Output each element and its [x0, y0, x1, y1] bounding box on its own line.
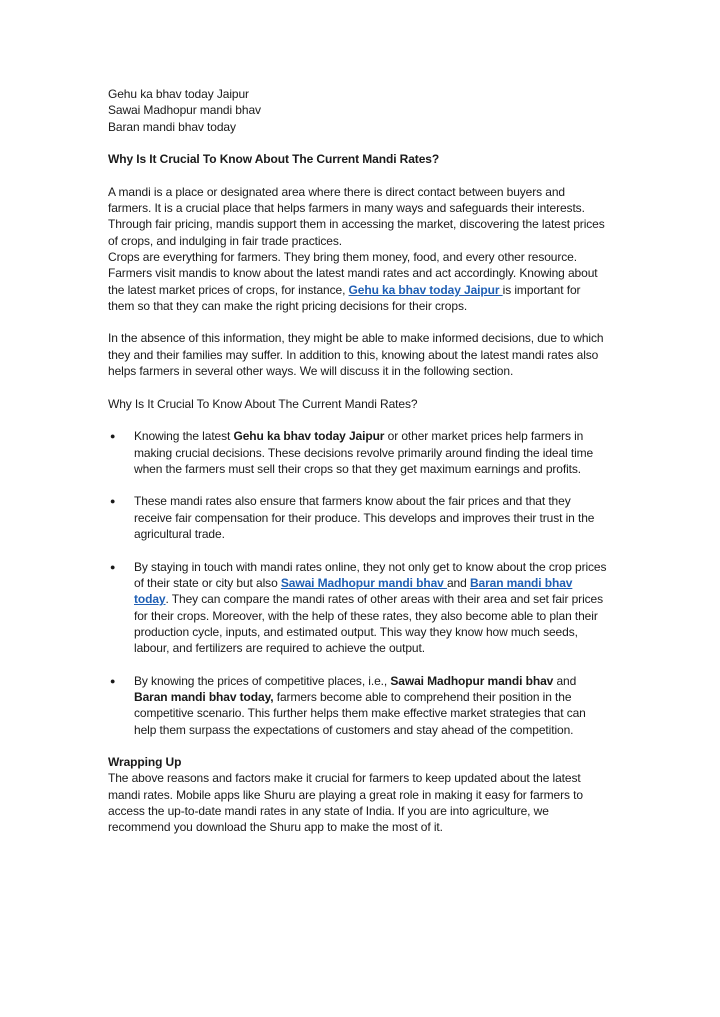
list-item	[108, 428, 608, 477]
list-item	[108, 559, 608, 657]
bullet-bold: Gehu ka bhav today Jaipur	[233, 429, 385, 444]
bullet-text-mid: and	[446, 575, 470, 590]
bullet-icon: ●	[110, 675, 116, 686]
absence-paragraph: In the absence of this information, they might be able to make informed decisions, due to which they and their families may suffer. In addition to this, knowing about the latest mandi rates also helps farmers in several other ways. We will discuss it in the following section.	[108, 331, 604, 379]
bullet-icon: ●	[110, 496, 116, 507]
wrapping-up-heading: Wrapping Up	[108, 755, 182, 770]
bullet-icon: ●	[110, 431, 116, 442]
crops-paragraph-text: Crops are everything for farmers. They bring them money, food, and every other resource. Farmers visit mandis to know about the latest mandi rates and act accordingly. Knowing about the latest market prices of crops, for instance,	[108, 249, 598, 297]
top-line-1: Gehu ka bhav today Jaipur	[108, 87, 249, 101]
bullet-bold: Sawai Madhopur mandi bhav	[390, 673, 554, 688]
bullet-text-mid: and	[553, 673, 577, 688]
sawai-madhopur-link[interactable]: Sawai Madhopur mandi bhav	[280, 575, 447, 590]
bullet-text: These mandi rates also ensure that farmers know about the fair prices and that they receive fair compensation for their produce. This develops and improves their trust in the agricultural trade.	[134, 494, 595, 542]
section-heading: Why Is It Crucial To Know About The Current Mandi Rates?	[108, 152, 440, 167]
intro-paragraph: A mandi is a place or designated area where there is direct contact between buyers and farmers. It is a crucial place that helps farmers in many ways and safeguards their interests. Through fair pricing, mandis support them in accessing the market, discovering the latest prices of crops, and indulging in fair trade practices.	[108, 184, 605, 248]
list-item	[108, 673, 608, 738]
crops-paragraph	[108, 249, 608, 314]
bullet-text-tail: or other market prices help farmers in making crucial decisions. These decisions revolve primarily around finding the ideal time when the farmers must sell their crops so that they get maximum earnings and profits.	[134, 429, 594, 476]
gehu-jaipur-link[interactable]: Gehu ka bhav today Jaipur	[348, 282, 503, 297]
bullet-bold: Baran mandi bhav today,	[134, 689, 274, 704]
baran-mandi-link[interactable]: Baran mandi bhav today	[134, 575, 573, 607]
document-page	[108, 86, 608, 836]
list-item	[108, 493, 608, 542]
bullet-text: By staying in touch with mandi rates online, they not only get to know about the crop prices of their state or city but also	[134, 559, 607, 590]
subheading: Why Is It Crucial To Know About The Current Mandi Rates?	[108, 396, 418, 411]
top-line-2: Sawai Madhopur mandi bhav	[108, 103, 261, 118]
wrapping-up-paragraph: The above reasons and factors make it crucial for farmers to keep updated about the latest mandi rates. Mobile apps like Shuru are playing a great role in making it easy for farmers to access the up-to-date mandi rates in any state of India. If you are into agriculture, we recommend you download the Shuru app to make the most of it.	[108, 771, 583, 835]
crops-paragraph-tail: is important for them so that they can make the right pricing decisions for their crops.	[108, 282, 581, 313]
bullet-text-tail: farmers become able to comprehend their position in the competitive scenario. This further helps them make effective market strategies that can help them surpass the expectations of customers and stay ahead of the competition.	[134, 689, 586, 737]
bullet-text-tail: . They can compare the mandi rates of other areas with their area and set fair prices for their crops. Moreover, with the help of these rates, they also become able to plan their production cycle, inputs, and estimated output. This way they know how much seeds, labour, and fertilizers are required to achieve the output.	[134, 592, 604, 656]
bullet-text: By knowing the prices of competitive places, i.e.,	[134, 673, 391, 688]
bullet-icon: ●	[110, 561, 116, 572]
top-line-3: Baran mandi bhav today	[108, 119, 236, 134]
bullet-text: Knowing the latest	[134, 429, 234, 444]
